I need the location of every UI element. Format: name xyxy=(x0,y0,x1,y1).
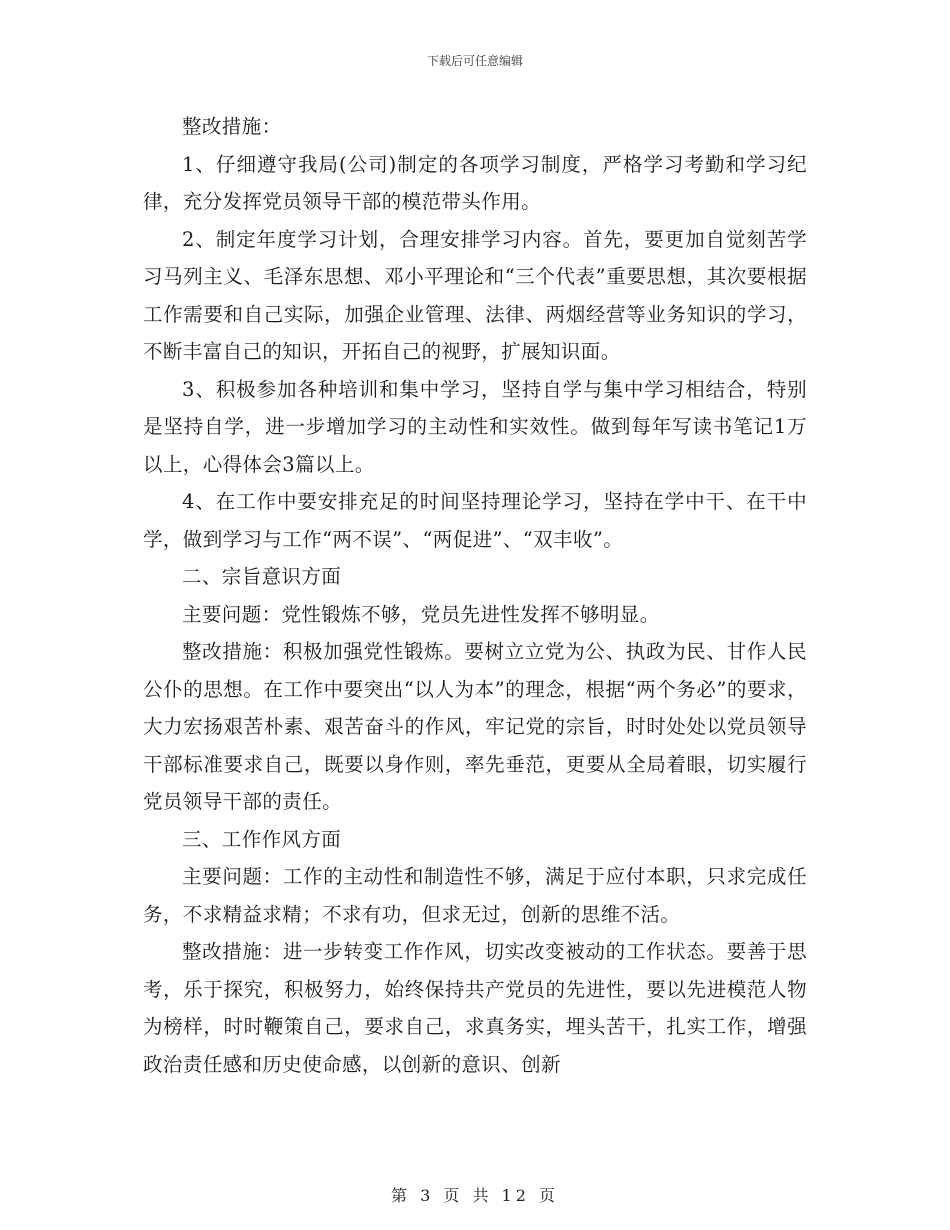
paragraph-rectification-heading: 整改措施： xyxy=(182,115,282,138)
paragraph-item-2: 2、制定年度学习计划，合理安排学习内容。首先，要更加自觉刻苦学习马列主义、毛泽东思想、邓小平理论和“三个代表”重要思想，其次要根据工作需要和自己实际，加强企业管理、法律、两烟经营等业务知识的学习，不断丰富自己的知识，开拓自己的视野，扩展知识面。 xyxy=(143,227,807,363)
document-body xyxy=(143,108,807,1083)
paragraph-main-problem-1: 主要问题：党性锻炼不够，党员先进性发挥不够明显。 xyxy=(182,602,660,626)
section-heading-work-style: 三、工作作风方面 xyxy=(182,827,342,851)
paragraph-measures-1: 整改措施：积极加强党性锻炼。要树立立党为公、执政为民、甘作人民公仆的思想。在工作中要突出“以人为本”的理念，根据“两个务必”的要求，大力宏扬艰苦朴素、艰苦奋斗的作风，牢记党的宗旨，时时处处以党员领导干部标准要求自己，既要以身作则，率先垂范，更要从全局着眼，切实履行党员领导干部的责任。 xyxy=(143,640,807,813)
page-number-footer: 第 3 页 共 12 页 xyxy=(391,1186,559,1205)
paragraph-measures-2: 整改措施：进一步转变工作作风，切实改变被动的工作状态。要善于思考，乐于探究，积极努力，始终保持共产党员的先进性，要以先进模范人物为榜样，时时鞭策自己，要求自己，求真务实，埋头苦干，扎实工作，增强政治责任感和历史使命感，以创新的意识、创新 xyxy=(143,940,807,1076)
paragraph-item-1: 1、仔细遵守我局(公司)制定的各项学习制度，严格学习考勤和学习纪律，充分发挥党员领导干部的模范带头作用。 xyxy=(143,152,807,213)
paragraph-item-4: 4、在工作中要安排充足的时间坚持理论学习，坚持在学中干、在干中学，做到学习与工作“两不误”、“两促进”、“双丰收”。 xyxy=(143,490,807,551)
paragraph-item-3: 3、积极参加各种培训和集中学习，坚持自学与集中学习相结合，特别是坚持自学，进一步增加学习的主动性和实效性。做到每年写读书笔记1万以上，心得体会3篇以上。 xyxy=(143,377,807,476)
section-heading-purpose: 二、宗旨意识方面 xyxy=(182,565,342,588)
page-header-note: 下载后可任意编辑 xyxy=(426,54,523,68)
paragraph-main-problem-2: 主要问题：工作的主动性和制造性不够，满足于应付本职，只求完成任务，不求精益求精；不求有功，但求无过，创新的思维不活。 xyxy=(143,865,807,926)
